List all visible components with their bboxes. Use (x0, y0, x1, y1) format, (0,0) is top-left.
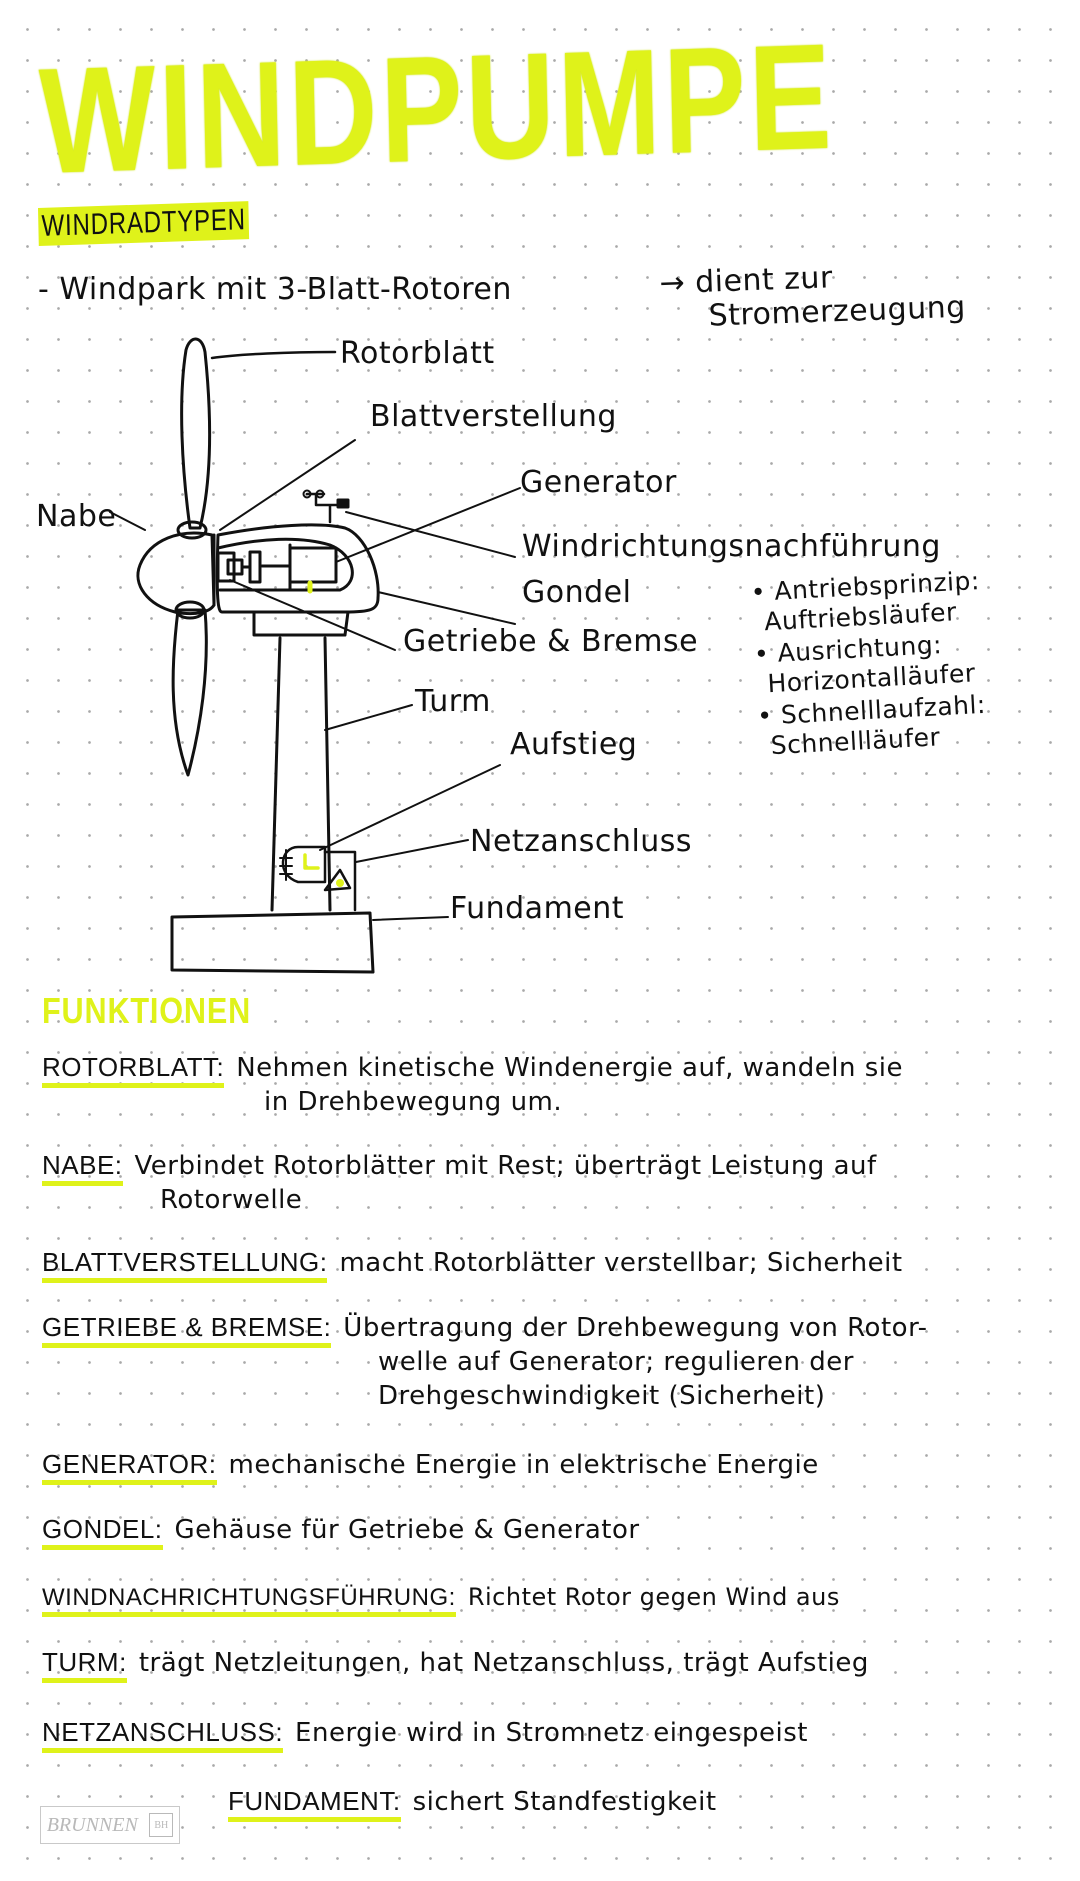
label-blattverstellung: Blattverstellung (370, 399, 617, 434)
rotor-blade-upper (182, 339, 210, 528)
section-heading-funktionen: FUNKTIONEN (42, 990, 252, 1031)
function-item-getriebe-bremse: GETRIEBE & BREMSE: Übertragung der Drehbewegung von Rotor- welle auf Generator; regulieren der Drehgeschwindigkeit (Sicherheit) (42, 1312, 928, 1411)
brand-stamp (40, 1806, 180, 1844)
function-item-windnachrichtungsfuehrung: WINDNACHRICHTUNGSFÜHRUNG: Richtet Rotor gegen Wind aus (42, 1580, 840, 1615)
function-item-rotorblatt: ROTORBLATT: Nehmen kinetische Windenergie auf, wandeln sie in Drehbewegung um. (42, 1052, 904, 1117)
label-generator: Generator (520, 465, 677, 500)
property-antriebsprinzip: • Antriebsprinzip: Auftriebsläufer (750, 566, 981, 637)
function-item-nabe: NABE: Verbindet Rotorblätter mit Rest; überträgt Leistung auf Rotorwelle (42, 1150, 877, 1215)
function-item-blattverstellung: BLATTVERSTELLUNG: macht Rotorblätter verstellbar; Sicherheit (42, 1245, 903, 1280)
arrow-note-line1: → dient zur (658, 260, 834, 302)
page-title: WINDPUMPE (37, 11, 836, 205)
label-windrichtungsnachfuehrung: Windrichtungsnachführung (522, 529, 941, 564)
property-ausrichtung: • Ausrichtung: Horizontalläufer (753, 630, 977, 699)
section-heading-windradtypen: WINDRADTYPEN (38, 201, 249, 246)
function-item-fundament: FUNDAMENT: sichert Standfestigkeit (228, 1784, 717, 1819)
function-item-turm: TURM: trägt Netzleitungen, hat Netzanschluss, trägt Aufstieg (42, 1645, 869, 1680)
label-netzanschluss: Netzanschluss (470, 824, 693, 859)
label-rotorblatt: Rotorblatt (340, 336, 495, 371)
brand-name: BRUNNEN (46, 1813, 138, 1836)
turbine-properties (750, 566, 989, 764)
label-nabe: Nabe (36, 499, 117, 534)
hub-nose (138, 533, 214, 614)
foundation (172, 913, 373, 972)
label-gondel: Gondel (522, 575, 632, 610)
brand-logo-icon: BH (149, 1813, 173, 1837)
windpark-line: - Windpark mit 3-Blatt-Rotoren (38, 272, 512, 307)
label-getriebe-bremse: Getriebe & Bremse (403, 624, 699, 659)
label-aufstieg: Aufstieg (510, 727, 638, 762)
function-item-gondel: GONDEL: Gehäuse für Getriebe & Generator (42, 1512, 640, 1547)
property-schnelllaufzahl: • Schnelllaufzahl: Schnellläufer (756, 689, 987, 761)
function-item-netzanschluss: NETZANSCHLUSS: Energie wird in Stromnetz eingespeist (42, 1715, 808, 1750)
rotor-blade-lower (173, 610, 206, 775)
arrow-note-line2: Stromerzeugung (708, 289, 967, 334)
label-turm: Turm (415, 684, 491, 719)
label-fundament: Fundament (450, 891, 625, 926)
function-item-generator: GENERATOR: mechanische Energie in elektrische Energie (42, 1447, 819, 1482)
